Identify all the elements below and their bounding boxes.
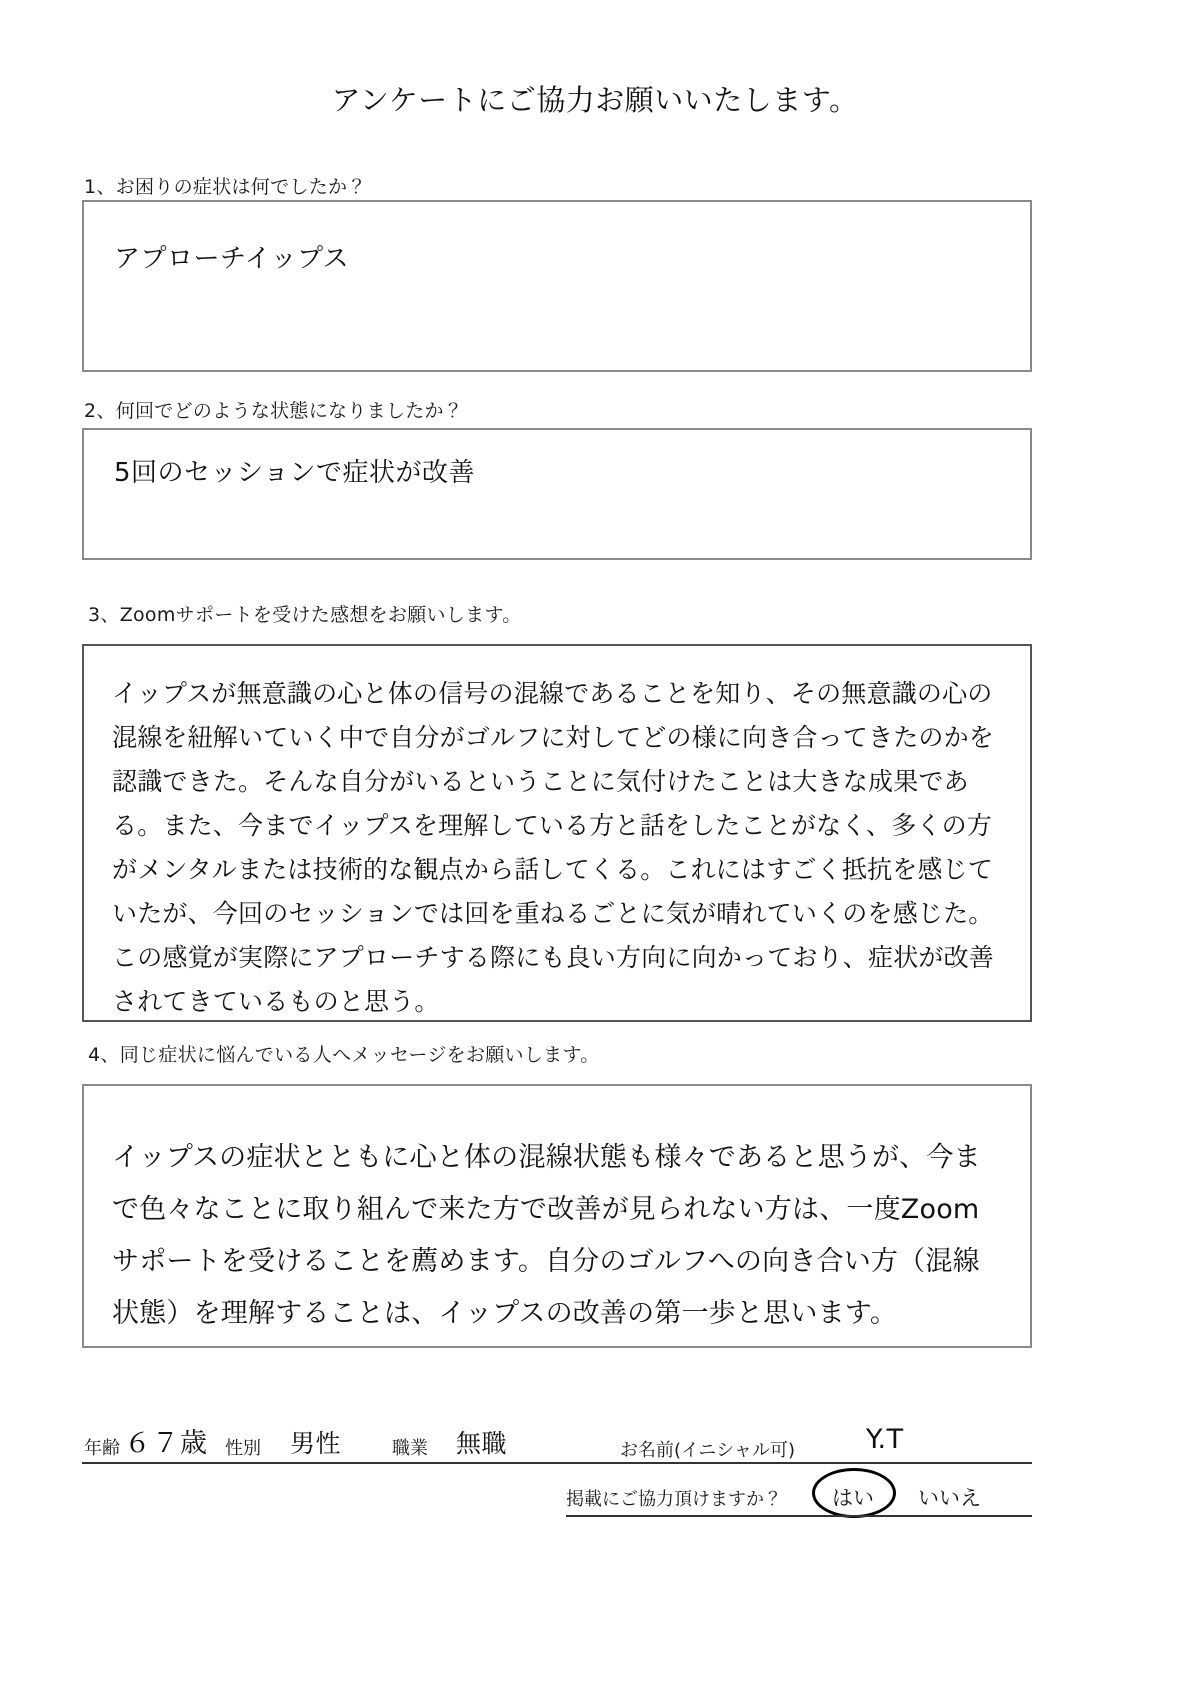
question-1-answer-box[interactable] — [82, 200, 1032, 372]
age-value: ６７歳 — [124, 1428, 208, 1459]
question-3-answer-text: イップスが無意識の心と体の信号の混線であることを知り、その無意識の心の混線を紐解いていく中で自分がゴルフに対してどの様に向き合ってきたのかを認識できた。そんな自分がいるということに気付けたことは大きな成果である。また、今までイップスを理解している方と話をしたことがなく、多くの方がメンタルまたは技術的な観点から話してくる。これにはすごく抵抗を感じていたが、今回のセッションでは回を重ねるごとに気が晴れていくのを感じた。この感覚が実際にアプローチする際にも良い方向に向かっており、症状が改善されてきているものと思う。 — [112, 679, 995, 1016]
name-value: Y.T — [866, 1424, 904, 1455]
name-label: お名前(イニシャル可) — [620, 1440, 795, 1461]
page-title: アンケートにご協力お願いいたします。 — [331, 83, 859, 117]
footer-divider-bottom — [566, 1515, 1032, 1517]
consent-option-no[interactable]: いいえ — [918, 1486, 981, 1510]
question-2-answer-box[interactable] — [82, 428, 1032, 560]
question-4-label: 4、同じ症状に悩んでいる人へメッセージをお願いします。 — [88, 1044, 600, 1066]
question-4-answer-text: イップスの症状とともに心と体の混線状態も様々であると思うが、今まで色々なことに取り組んで来た方で改善が見られない方は、一度Zoomサポートを受けることを薦めます。自分のゴルフへの向き合い方（混線状態）を理解することは、イップスの改善の第一歩と思います。 — [112, 1142, 981, 1329]
question-1-label: 1、お困りの症状は何でしたか？ — [84, 176, 367, 198]
gender-label: 性別 — [225, 1438, 261, 1459]
occupation-value: 無職 — [456, 1429, 508, 1458]
question-1-answer-text: アプローチイップス — [114, 244, 350, 274]
footer-divider-top — [82, 1462, 1032, 1464]
question-2-answer-text: 5回のセッションで症状が改善 — [114, 458, 476, 488]
question-3-label: 3、Zoomサポートを受けた感想をお願いします。 — [88, 604, 522, 626]
consent-question-label: 掲載にご協力頂けますか？ — [566, 1489, 782, 1510]
gender-value: 男性 — [290, 1429, 342, 1458]
consent-option-yes[interactable]: はい — [832, 1486, 874, 1510]
question-2-label: 2、何回でどのような状態になりましたか？ — [84, 400, 464, 422]
age-label: 年齢 — [84, 1438, 120, 1459]
occupation-label: 職業 — [392, 1438, 428, 1459]
